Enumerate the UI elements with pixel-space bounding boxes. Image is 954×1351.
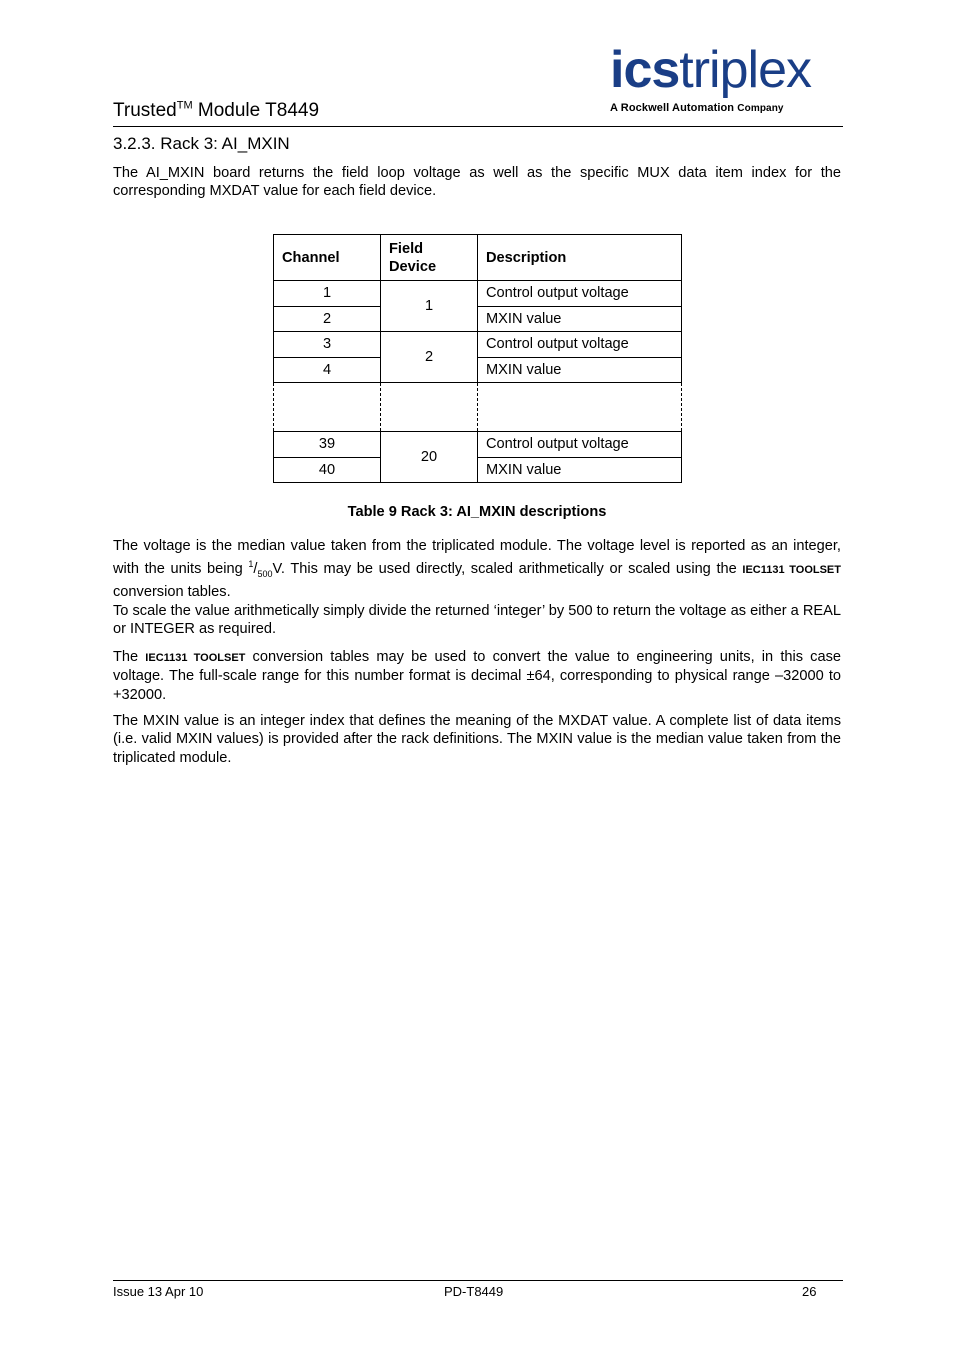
channel-cell: 39 <box>274 432 381 458</box>
description-cell: MXIN value <box>478 357 682 383</box>
ellipsis-cell <box>478 383 682 432</box>
description-cell: MXIN value <box>478 306 682 332</box>
ellipsis-cell <box>274 383 381 432</box>
footer-issue: Issue 13 Apr 10 <box>113 1284 204 1299</box>
table-ellipsis-row <box>274 383 682 432</box>
channel-cell: 1 <box>274 281 381 307</box>
footer-page-number: 26 <box>802 1284 817 1299</box>
logo-wordmark: icstriplex <box>610 41 812 99</box>
toolset-term: IEC1131 TOOLSET <box>145 652 246 664</box>
table-row <box>274 332 682 358</box>
table-row <box>274 432 682 458</box>
table-caption: Table 9 Rack 3: AI_MXIN descriptions <box>347 504 607 520</box>
channel-cell: 3 <box>274 332 381 358</box>
table-row <box>274 281 682 307</box>
logo-tagline: A Rockwell Automation Company <box>610 102 784 114</box>
footer-doc-id: PD-T8449 <box>444 1284 504 1299</box>
document-title: Trusted™ Module T8449 <box>113 99 320 121</box>
field-device-cell: 20 <box>381 432 478 483</box>
company-logo <box>610 41 844 114</box>
field-device-cell: 1 <box>381 281 478 332</box>
channel-cell: 4 <box>274 357 381 383</box>
description-cell: Control output voltage <box>478 432 682 458</box>
ellipsis-cell <box>381 383 478 432</box>
table-row <box>274 306 682 332</box>
header-field-device: Field Device <box>381 235 478 281</box>
footer-divider <box>113 1280 843 1281</box>
paragraph-toolset: The IEC1131 TOOLSET conversion tables may be used to convert the value to engineering units, in this case voltage. The full-scale range for this number format is decimal ±64, corresponding to physical range –32000 to +32000. <box>113 649 841 703</box>
description-cell: MXIN value <box>478 457 682 483</box>
table-row <box>274 357 682 383</box>
section-heading: 3.2.3. Rack 3: AI_MXIN <box>113 134 290 153</box>
paragraph-voltage: The voltage is the median value taken from the triplicated module. The voltage level is reported as an integer, with the units being $^1/_{500}V$. This may be used directly, scaled arithmetically or scaled using the IEC1131 TOOLSET conversion tables. <box>113 538 841 601</box>
header-description: Description <box>478 235 682 281</box>
channel-cell: 2 <box>274 306 381 332</box>
table-row <box>274 457 682 483</box>
toolset-term: IEC1131 TOOLSET <box>742 564 841 577</box>
paragraph-scaling: To scale the value arithmetically simply divide the returned ‘integer’ by 500 to return the voltage as either a REAL or INTEGER as required. <box>113 603 841 638</box>
description-cell: Control output voltage <box>478 281 682 307</box>
intro-paragraph: The AI_MXIN board returns the field loop voltage as well as the specific MUX data item index for the corresponding MXDAT value for each field device. <box>113 165 841 200</box>
table-header-row <box>274 235 682 281</box>
header-channel: Channel <box>274 235 381 281</box>
field-device-cell: 2 <box>381 332 478 383</box>
channel-table <box>273 234 682 483</box>
paragraph-mxin: The MXIN value is an integer index that defines the meaning of the MXDAT value. A complete list of data items (i.e. valid MXIN values) is provided after the rack definitions. The MXIN value is the median value taken from the triplicated module. <box>113 713 841 766</box>
header-divider <box>113 126 843 127</box>
description-cell: Control output voltage <box>478 332 682 358</box>
channel-cell: 40 <box>274 457 381 483</box>
